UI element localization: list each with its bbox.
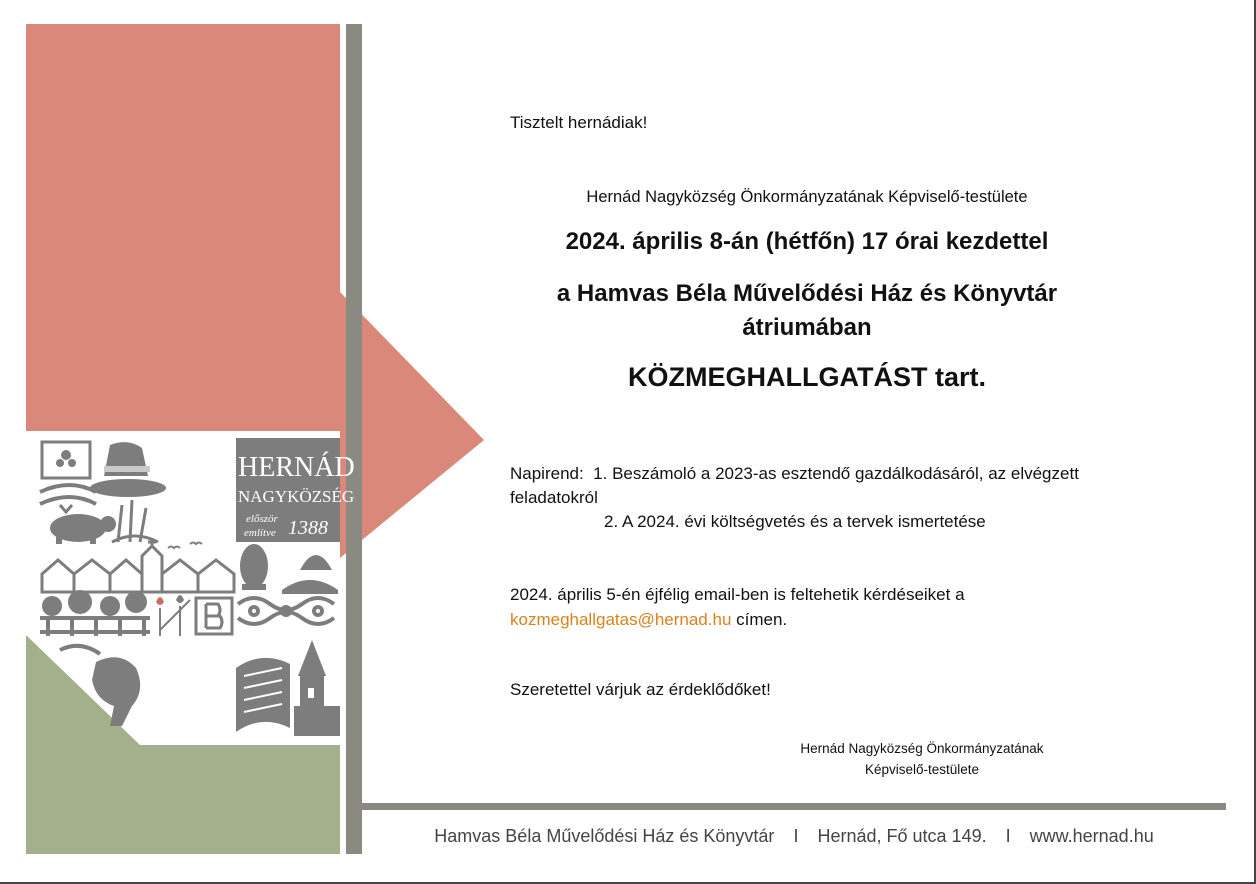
- invitation-content: [362, 0, 1222, 800]
- hernad-logo: [236, 438, 355, 542]
- vertical-bar: [346, 24, 362, 854]
- agenda-item-2: 2. A 2024. évi költségvetés és a tervek ismertetése: [604, 512, 986, 531]
- footer-address: Hernád, Fő utca 149.: [817, 826, 987, 846]
- agenda-item-1: 1. Beszámoló a 2023-as esztendő gazdálkodásáról, az elvégzett feladatokról: [510, 464, 1079, 507]
- footer-divider: [362, 803, 1226, 810]
- logo-first: először: [246, 513, 278, 525]
- logo-title: HERNÁD: [238, 452, 355, 483]
- agenda: [510, 462, 1160, 534]
- event-venue: a Hamvas Béla Művelődési Ház és Könyvtár: [556, 280, 1058, 307]
- organizer-line: Hernád Nagyközség Önkormányzatának Képviselő-testülete: [586, 188, 1028, 206]
- footer-venue: Hamvas Béla Művelődési Ház és Könyvtár: [434, 826, 775, 846]
- question-deadline: [510, 582, 1160, 632]
- event-date: 2024. április 8-án (hétfőn) 17 órai kezdettel: [565, 228, 1049, 255]
- signature-line-1: Hernád Nagyközség Önkormányzatának: [800, 741, 1044, 756]
- greeting: Tisztelt hernádiak!: [510, 113, 648, 132]
- logo-subtitle: NAGYKÖZSÉG: [238, 487, 355, 506]
- book-icon: [236, 658, 290, 732]
- event-venue-location: átriumában: [742, 314, 872, 341]
- signature-line-2: Képviselő-testülete: [864, 762, 980, 777]
- contact-email-link[interactable]: kozmeghallgatas@hernad.hu: [510, 610, 732, 629]
- signature: [782, 738, 1062, 780]
- agenda-label: Napirend:: [510, 464, 584, 483]
- welcome-text: Szeretettel várjuk az érdeklődőket!: [510, 680, 771, 699]
- footer: [362, 826, 1226, 847]
- logo-year: 1388: [288, 517, 328, 539]
- footer-separator: I: [1005, 826, 1011, 846]
- event-title: KÖZMEGHALLGATÁST tart.: [628, 362, 986, 392]
- footer-website-link[interactable]: www.hernad.hu: [1029, 826, 1154, 846]
- logo-mentioned: említve: [244, 527, 276, 539]
- deadline-suffix: címen.: [736, 610, 788, 629]
- footer-separator: I: [793, 826, 799, 846]
- deadline-text: 2024. április 5-én éjfélig email-ben is feltehetik kérdéseiket a: [510, 585, 965, 604]
